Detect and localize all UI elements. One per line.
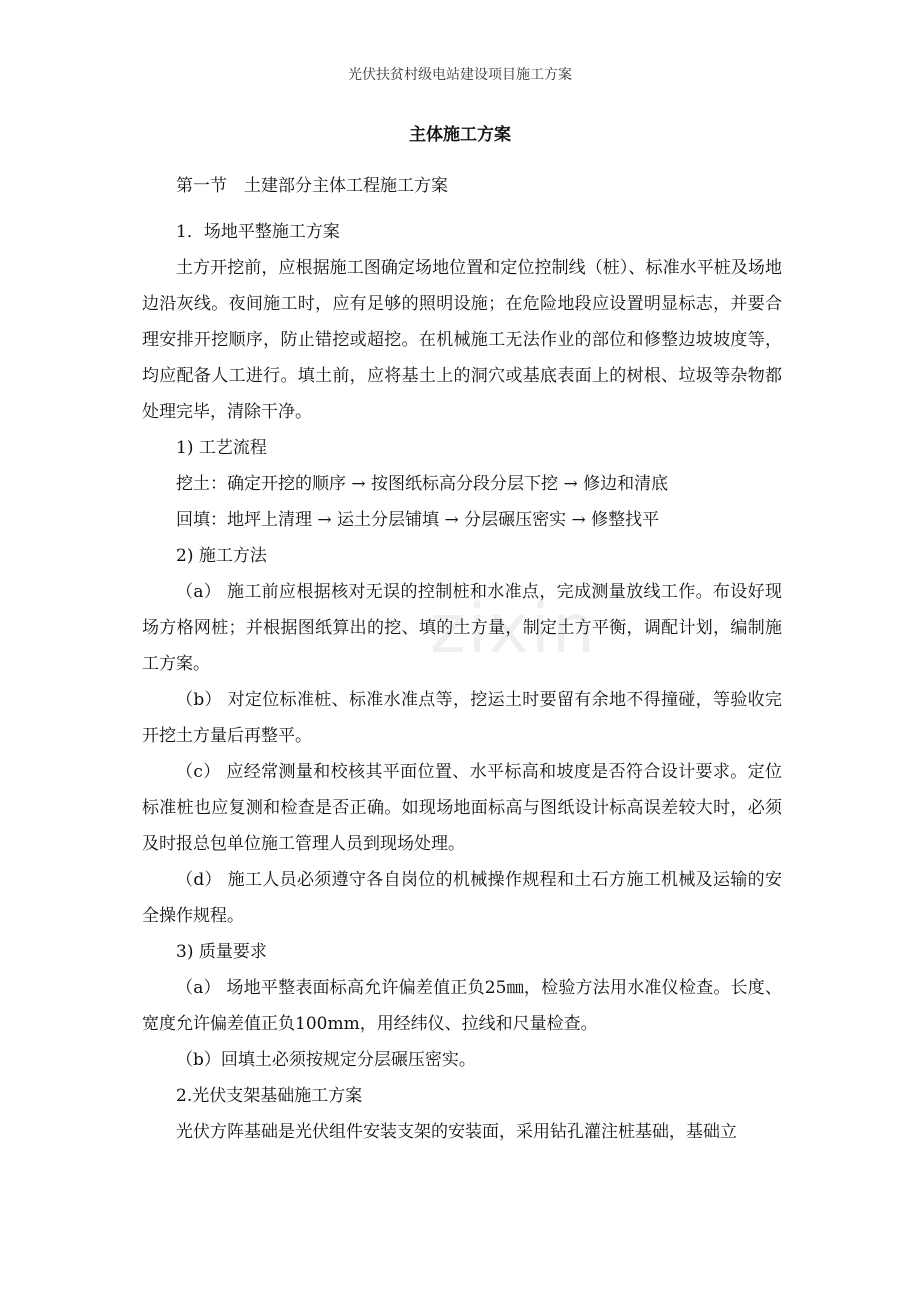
list-item: （c） 应经常测量和校核其平面位置、水平标高和坡度是否符合设计要求。定位标准桩也应复测和检查是否正确。如现场地面标高与图纸设计标高误差较大时，必须及时报总包单位施工管理人员到现场处理。 xyxy=(142,762,782,854)
list-item: （b） 对定位标准桩、标准水准点等，挖运土时要留有余地不得撞碰，等验收完开挖土方量后再整平。 xyxy=(142,690,782,746)
list-heading: 3) 质量要求 xyxy=(176,942,267,962)
paragraph: 土方开挖前，应根据施工图确定场地位置和定位控制线（桩）、标准水平桩及场地边沿灰线。夜间施工时，应有足够的照明设施；在危险地段应设置明显标志，并要合理安排开挖顺序，防止错挖或超挖。在机械施工无法作业的部位和修整边坡坡度等，均应配备人工进行。填土前，应将基土上的洞穴或基底表面上的树根、垃圾等杂物都处理完毕，清除干净。 xyxy=(142,258,782,422)
list-item: （a） 场地平整表面标高允许偏差值正负25㎜，检验方法用水准仪检查。长度、宽度允许偏差值正负100mm，用经纬仪、拉线和尺量检查。 xyxy=(142,978,782,1034)
subsection-heading: 2.光伏支架基础施工方案 xyxy=(176,1086,363,1106)
list-item: （d） 施工人员必须遵守各自岗位的机械操作规程和土石方施工机械及运输的安全操作规程。 xyxy=(142,870,782,926)
process-flow-line: 回填：地坪上清理 → 运土分层铺填 → 分层碾压密实 → 修整找平 xyxy=(176,510,660,530)
subsection-heading: 1．场地平整施工方案 xyxy=(176,222,340,242)
process-flow-line: 挖土：确定开挖的顺序 → 按图纸标高分段分层下挖 → 修边和清底 xyxy=(176,474,669,494)
list-heading: 2) 施工方法 xyxy=(176,546,267,566)
section-heading: 第一节 土建部分主体工程施工方案 xyxy=(176,176,448,196)
paragraph: 光伏方阵基础是光伏组件安装支架的安装面，采用钻孔灌注桩基础，基础立 xyxy=(176,1122,737,1142)
running-header: 光伏扶贫村级电站建设项目施工方案 xyxy=(348,67,572,83)
watermark: zixin xyxy=(430,590,597,669)
document-title: 主体施工方案 xyxy=(409,125,511,145)
list-heading: 1) 工艺流程 xyxy=(176,438,267,458)
list-item: （a） 施工前应根据核对无误的控制桩和水准点，完成测量放线工作。布设好现场方格网桩；并根据图纸算出的挖、填的土方量，制定土方平衡，调配计划，编制施工方案。 xyxy=(142,582,782,674)
document-body xyxy=(142,168,782,1150)
list-item: （b）回填土必须按规定分层碾压密实。 xyxy=(176,1050,476,1070)
